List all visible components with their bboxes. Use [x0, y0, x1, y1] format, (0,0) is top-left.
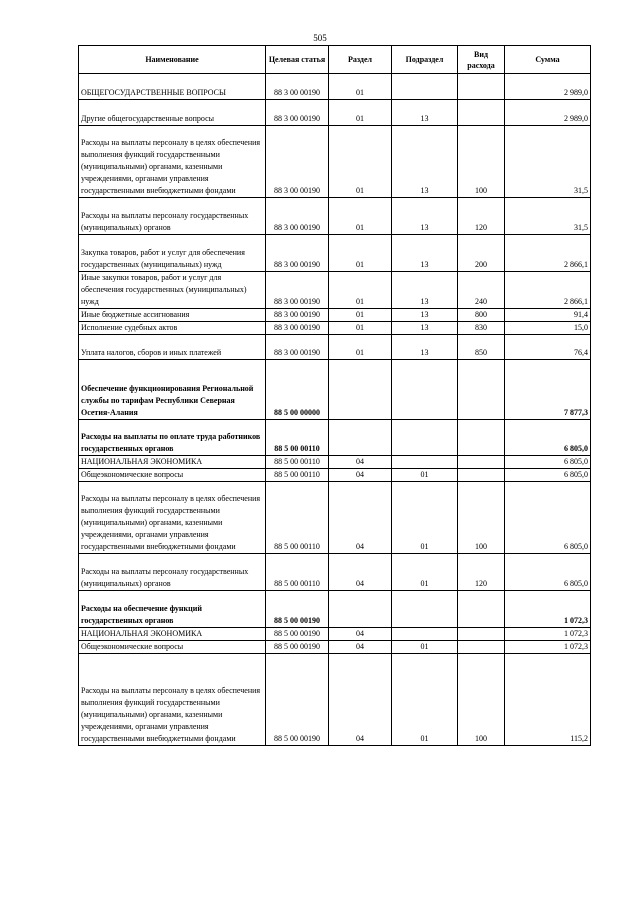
row-sum: 76,4	[505, 335, 591, 360]
row-section: 01	[329, 272, 392, 309]
row-name: Иные бюджетные ассигнования	[79, 309, 266, 322]
row-section: 01	[329, 198, 392, 235]
row-subsection: 01	[392, 482, 458, 554]
table-row	[79, 335, 591, 360]
row-expense-type: 120	[458, 198, 505, 235]
row-name: Обеспечение функционирования Региональной службы по тарифам Республики Северная Осетия-Алания	[79, 360, 266, 420]
row-subsection	[392, 420, 458, 456]
row-code: 88 3 00 00190	[266, 100, 329, 126]
header-expense-type: Вид расхода	[458, 46, 505, 74]
page-number: 505	[313, 33, 327, 43]
row-subsection: 01	[392, 654, 458, 746]
row-sum: 6 805,0	[505, 456, 591, 469]
header-name: Наименование	[79, 46, 266, 74]
row-code: 88 5 00 00110	[266, 456, 329, 469]
row-sum: 2 866,1	[505, 235, 591, 272]
row-code: 88 3 00 00190	[266, 272, 329, 309]
row-expense-type	[458, 469, 505, 482]
table-row	[79, 322, 591, 335]
row-subsection: 01	[392, 469, 458, 482]
row-expense-type	[458, 456, 505, 469]
row-code: 88 3 00 00190	[266, 335, 329, 360]
row-sum: 7 877,3	[505, 360, 591, 420]
row-code: 88 3 00 00190	[266, 309, 329, 322]
row-section: 04	[329, 654, 392, 746]
row-subsection: 01	[392, 554, 458, 591]
row-section: 04	[329, 628, 392, 641]
row-subsection: 13	[392, 235, 458, 272]
table-row	[79, 554, 591, 591]
row-expense-type: 830	[458, 322, 505, 335]
table-row	[79, 309, 591, 322]
row-expense-type: 120	[458, 554, 505, 591]
row-sum: 15,0	[505, 322, 591, 335]
row-section: 04	[329, 641, 392, 654]
table-row	[79, 654, 591, 746]
row-sum: 6 805,0	[505, 469, 591, 482]
row-sum: 31,5	[505, 198, 591, 235]
table-row	[79, 456, 591, 469]
row-expense-type	[458, 591, 505, 628]
row-code: 88 5 00 00110	[266, 482, 329, 554]
row-sum: 2 989,0	[505, 74, 591, 100]
row-subsection	[392, 74, 458, 100]
row-section: 04	[329, 456, 392, 469]
row-subsection: 01	[392, 641, 458, 654]
row-section: 01	[329, 126, 392, 198]
row-subsection: 13	[392, 309, 458, 322]
row-code: 88 5 00 00190	[266, 641, 329, 654]
row-section: 01	[329, 322, 392, 335]
row-section: 01	[329, 309, 392, 322]
row-section: 01	[329, 335, 392, 360]
row-sum: 1 072,3	[505, 591, 591, 628]
row-name: Исполнение судебных актов	[79, 322, 266, 335]
row-expense-type	[458, 420, 505, 456]
row-expense-type	[458, 641, 505, 654]
row-name: Расходы на выплаты персоналу в целях обеспечения выполнения функций государственными (муниципальными) органами, казенными учреждениями, органами управления государственными внебюджетными фондами	[79, 482, 266, 554]
row-subsection: 13	[392, 335, 458, 360]
row-section: 04	[329, 469, 392, 482]
row-name: Иные закупки товаров, работ и услуг для обеспечения государственных (муниципальных) нужд	[79, 272, 266, 309]
row-code: 88 5 00 00190	[266, 628, 329, 641]
row-expense-type: 100	[458, 126, 505, 198]
row-subsection: 13	[392, 272, 458, 309]
row-code: 88 5 00 00110	[266, 420, 329, 456]
row-subsection	[392, 591, 458, 628]
row-sum: 1 072,3	[505, 641, 591, 654]
row-expense-type	[458, 628, 505, 641]
row-code: 88 5 00 00190	[266, 591, 329, 628]
row-expense-type	[458, 100, 505, 126]
row-code: 88 5 00 00000	[266, 360, 329, 420]
table-header-row	[79, 46, 591, 74]
row-section	[329, 360, 392, 420]
header-section: Раздел	[329, 46, 392, 74]
table-row	[79, 235, 591, 272]
row-sum: 2 989,0	[505, 100, 591, 126]
row-name: ОБЩЕГОСУДАРСТВЕННЫЕ ВОПРОСЫ	[79, 74, 266, 100]
row-name: Уплата налогов, сборов и иных платежей	[79, 335, 266, 360]
row-code: 88 3 00 00190	[266, 235, 329, 272]
row-expense-type: 200	[458, 235, 505, 272]
row-sum: 6 805,0	[505, 420, 591, 456]
row-name: Расходы на выплаты персоналу государственных (муниципальных) органов	[79, 198, 266, 235]
row-code: 88 3 00 00190	[266, 322, 329, 335]
row-name: НАЦИОНАЛЬНАЯ ЭКОНОМИКА	[79, 456, 266, 469]
row-name: Другие общегосударственные вопросы	[79, 100, 266, 126]
table-row	[79, 198, 591, 235]
table-row	[79, 469, 591, 482]
row-expense-type: 100	[458, 482, 505, 554]
row-subsection: 13	[392, 100, 458, 126]
header-sum: Сумма	[505, 46, 591, 74]
row-section	[329, 420, 392, 456]
row-expense-type: 100	[458, 654, 505, 746]
row-name: Общеэкономические вопросы	[79, 641, 266, 654]
row-section: 01	[329, 74, 392, 100]
row-code: 88 5 00 00190	[266, 654, 329, 746]
row-name: Общеэкономические вопросы	[79, 469, 266, 482]
row-code: 88 5 00 00110	[266, 554, 329, 591]
row-name: Закупка товаров, работ и услуг для обеспечения государственных (муниципальных) нужд	[79, 235, 266, 272]
row-code: 88 3 00 00190	[266, 126, 329, 198]
row-expense-type	[458, 360, 505, 420]
row-subsection: 13	[392, 322, 458, 335]
row-code: 88 5 00 00110	[266, 469, 329, 482]
row-sum: 31,5	[505, 126, 591, 198]
row-name: Расходы на выплаты персоналу в целях обеспечения выполнения функций государственными (муниципальными) органами, казенными учреждениями, органами управления государственными внебюджетными фондами	[79, 126, 266, 198]
header-subsection: Подраздел	[392, 46, 458, 74]
row-section: 04	[329, 554, 392, 591]
row-expense-type: 800	[458, 309, 505, 322]
row-sum: 6 805,0	[505, 482, 591, 554]
row-subsection	[392, 360, 458, 420]
row-expense-type: 240	[458, 272, 505, 309]
row-sum: 1 072,3	[505, 628, 591, 641]
table-row	[79, 272, 591, 309]
row-name: Расходы на выплаты персоналу в целях обеспечения выполнения функций государственными (муниципальными) органами, казенными учреждениями, органами управления государственными внебюджетными фондами	[79, 654, 266, 746]
row-subsection: 13	[392, 198, 458, 235]
row-sum: 91,4	[505, 309, 591, 322]
row-sum: 115,2	[505, 654, 591, 746]
row-name: Расходы на обеспечение функций государственных органов	[79, 591, 266, 628]
row-subsection	[392, 628, 458, 641]
row-name: Расходы на выплаты персоналу государственных (муниципальных) органов	[79, 554, 266, 591]
header-code: Целевая статья	[266, 46, 329, 74]
table-row	[79, 641, 591, 654]
row-expense-type	[458, 74, 505, 100]
table-row	[79, 360, 591, 420]
row-subsection: 13	[392, 126, 458, 198]
row-section: 01	[329, 100, 392, 126]
table-row	[79, 482, 591, 554]
row-section: 04	[329, 482, 392, 554]
table-row	[79, 126, 591, 198]
table-body	[79, 74, 591, 746]
table-row	[79, 591, 591, 628]
row-subsection	[392, 456, 458, 469]
row-sum: 6 805,0	[505, 554, 591, 591]
row-code: 88 3 00 00190	[266, 74, 329, 100]
row-expense-type: 850	[458, 335, 505, 360]
row-name: НАЦИОНАЛЬНАЯ ЭКОНОМИКА	[79, 628, 266, 641]
row-sum: 2 866,1	[505, 272, 591, 309]
table-row	[79, 628, 591, 641]
row-section	[329, 591, 392, 628]
budget-table	[78, 45, 591, 746]
row-section: 01	[329, 235, 392, 272]
table-row	[79, 100, 591, 126]
row-code: 88 3 00 00190	[266, 198, 329, 235]
table-row	[79, 420, 591, 456]
table-row	[79, 74, 591, 100]
row-name: Расходы на выплаты по оплате труда работников государственных органов	[79, 420, 266, 456]
